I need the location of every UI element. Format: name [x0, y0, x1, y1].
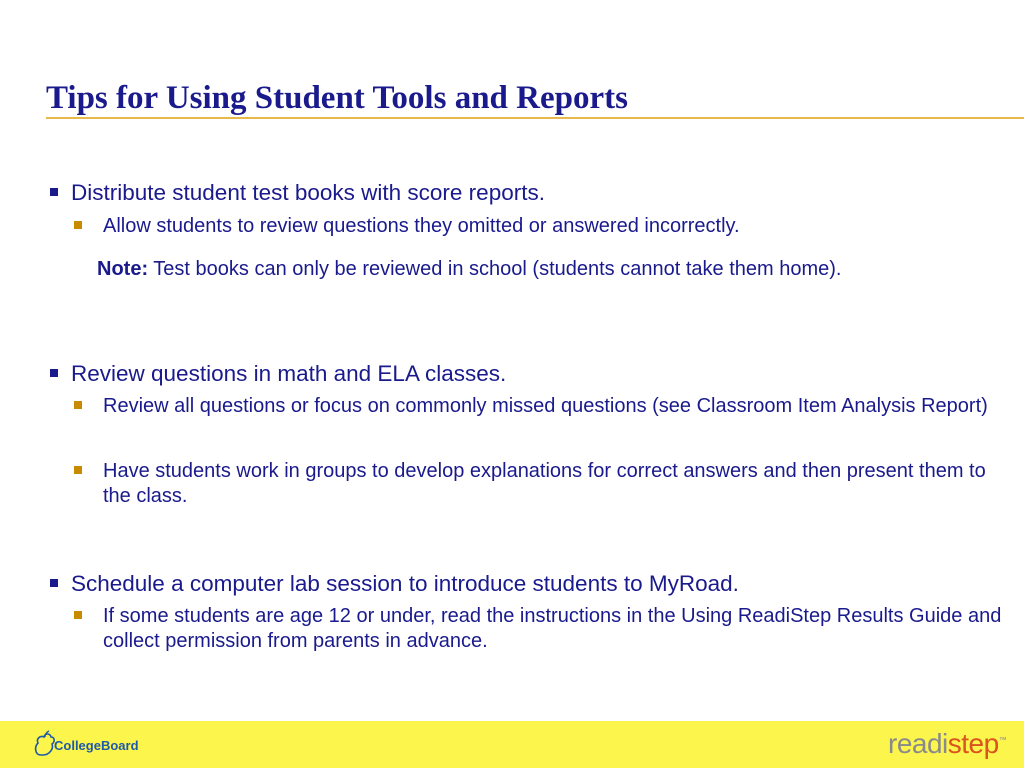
note-text: Test books can only be reviewed in school (students cannot take them home).	[148, 258, 842, 280]
subbullet-text: Allow students to review questions they omitted or answered incorrectly.	[103, 215, 740, 237]
square-bullet-icon	[74, 611, 82, 619]
bullet-distribute-books	[50, 180, 545, 206]
bullet-text: Review questions in math and ELA classes.	[71, 361, 507, 386]
collegeboard-logo: CollegeBoard	[54, 738, 139, 753]
square-bullet-icon	[74, 401, 82, 409]
slide-title: Tips for Using Student Tools and Reports	[46, 80, 628, 116]
bullet-text: Distribute student test books with score reports.	[71, 180, 545, 205]
square-bullet-icon	[50, 369, 58, 377]
square-bullet-icon	[74, 221, 82, 229]
bullet-text: Schedule a computer lab session to introduce students to MyRoad.	[71, 571, 739, 596]
bullet-review-questions	[50, 361, 506, 387]
note-paragraph	[97, 256, 977, 282]
bullet-computer-lab	[50, 571, 739, 597]
square-bullet-icon	[74, 466, 82, 474]
subbullet-text: Review all questions or focus on commonly missed questions (see Classroom Item Analysis Report)	[103, 395, 988, 417]
title-underline	[46, 117, 1024, 119]
note-label: Note:	[97, 258, 149, 280]
square-bullet-icon	[50, 188, 58, 196]
subbullet-text: If some students are age 12 or under, read the instructions in the Using ReadiStep Results Guide and collect permission from parents in advance.	[103, 605, 1002, 652]
subbullet-review-all	[74, 394, 1003, 419]
subbullet-age-permission	[74, 604, 1003, 653]
readistep-logo: readistep™	[888, 728, 1007, 759]
subbullet-group-work	[74, 459, 1003, 508]
subbullet-text: Have students work in groups to develop explanations for correct answers and then present them to the class.	[103, 460, 986, 507]
subbullet-allow-review	[74, 214, 1003, 239]
square-bullet-icon	[50, 579, 58, 587]
